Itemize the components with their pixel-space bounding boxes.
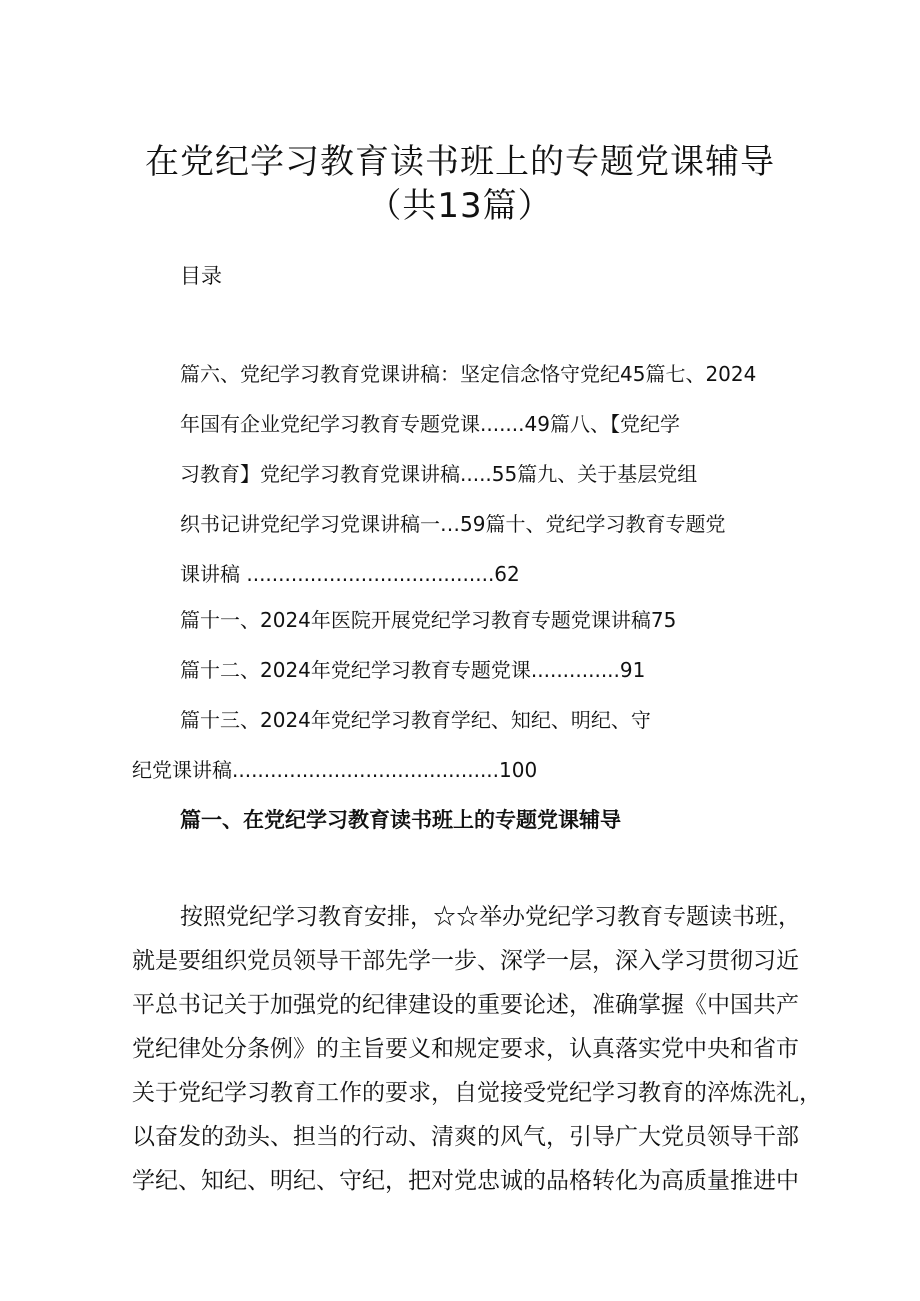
- toc-line: 篇十二、2024年党纪学习教育专题党课..............91: [180, 658, 646, 682]
- toc-heading: 目录: [180, 264, 222, 288]
- section-heading: 篇一、在党纪学习教育读书班上的专题党课辅导: [180, 808, 621, 832]
- document-subtitle: （共13篇）: [367, 186, 553, 226]
- body-paragraph-line: 就是要组织党员领导干部先学一步、深学一层，深入学习贯彻习近: [132, 948, 799, 974]
- toc-line: 习教育】党纪学习教育党课讲稿.....55篇九、关于基层党组: [180, 462, 698, 486]
- toc-line: 课讲稿 .......................................62: [180, 562, 520, 586]
- body-paragraph-line: 学纪、知纪、明纪、守纪，把对党忠诚的品格转化为高质量推进中: [132, 1168, 799, 1194]
- toc-line: 年国有企业党纪学习教育专题党课.......49篇八、【党纪学: [180, 412, 680, 436]
- toc-line: 篇十一、2024年医院开展党纪学习教育专题党课讲稿75: [180, 608, 677, 632]
- document-title: 在党纪学习教育读书班上的专题党课辅导: [145, 142, 775, 182]
- body-paragraph-line: 以奋发的劲头、担当的行动、清爽的风气，引导广大党员领导干部: [132, 1124, 799, 1150]
- toc-line: 织书记讲党纪学习党课讲稿一…59篇十、党纪学习教育专题党: [180, 512, 726, 536]
- body-paragraph-line: 关于党纪学习教育工作的要求，自觉接受党纪学习教育的淬炼洗礼，: [132, 1080, 822, 1106]
- body-paragraph-line: 党纪律处分条例》的主旨要义和规定要求，认真落实党中央和省市: [132, 1036, 799, 1062]
- toc-line: 篇十三、2024年党纪学习教育学纪、知纪、明纪、守: [180, 708, 651, 732]
- body-paragraph-line: 按照党纪学习教育安排，☆☆举办党纪学习教育专题读书班，: [180, 904, 801, 930]
- toc-line: 篇六、党纪学习教育党课讲稿：坚定信念恪守党纪45篇七、2024: [180, 362, 757, 386]
- body-paragraph-line: 平总书记关于加强党的纪律建设的重要论述，准确掌握《中国共产: [132, 992, 799, 1018]
- toc-line: 纪党课讲稿..........................................100: [132, 758, 538, 782]
